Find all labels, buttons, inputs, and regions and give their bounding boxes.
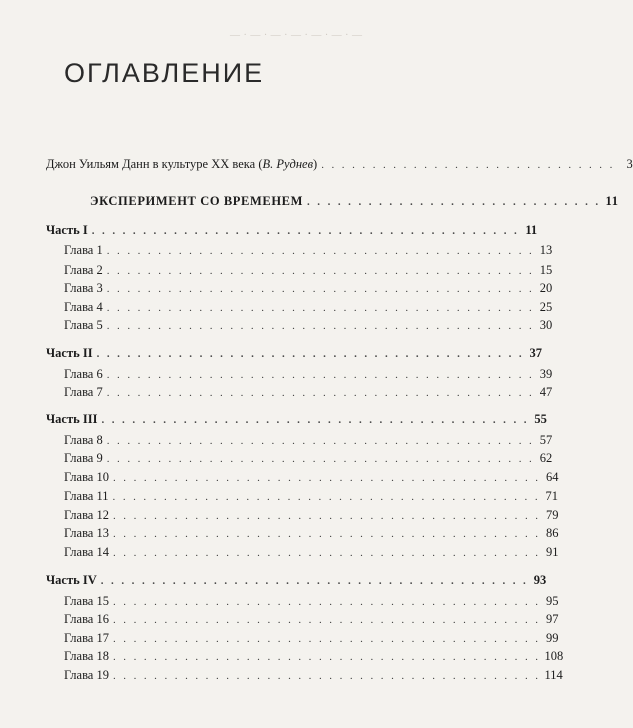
toc-entry-label: Глава 8 (64, 433, 103, 447)
dot-leader: . . . . . . . . . . . . . . . . . . . . . . . . . . . . . . . . . . . . . . . . . . (112, 614, 541, 626)
dot-leader: . . . . . . . . . . . . . . . . . . . . . . . . . . . . . . . . . . . . . . . . . . (112, 491, 540, 503)
toc-entry-label: Часть III (46, 412, 98, 426)
dot-leader: . . . . . . . . . . . . . . . . . . . . . . . . . . . . . . . . . . . . . . . . . . (112, 651, 541, 663)
dot-leader: . . . . . . . . . . . . . . . . . . . . . . . . . . . . . . . . . . . . . . . . . . (106, 387, 535, 399)
toc-page-number: 97 (545, 612, 559, 626)
toc-page-number: 37 (529, 346, 543, 360)
toc-chapter-entry (64, 667, 563, 683)
toc-page-number: 79 (545, 508, 559, 522)
toc-entry-label: Глава 15 (64, 594, 109, 608)
dot-leader: . . . . . . . . . . . . . . . . . . . . . . . . . . . . . . . . . . . . . . . . . . (106, 435, 535, 447)
toc-page-number: 57 (539, 433, 553, 447)
toc-entry-label: Часть II (46, 346, 93, 360)
toc-entry-label: Глава 11 (64, 489, 109, 503)
toc-entry-label: Глава 14 (64, 545, 109, 559)
toc-entry-label: Глава 16 (64, 612, 109, 626)
toc-chapter-entry (64, 262, 553, 278)
toc-page-number: 15 (539, 263, 553, 277)
toc-chapter-entry (64, 280, 553, 296)
dot-leader: . . . . . . . . . . . . . . . . . . . . . . . . . . . . . . . . . . . . . . . . . . (106, 283, 535, 295)
toc-chapter-entry (64, 593, 559, 609)
dot-leader: . . . . . . . . . . . . . . . . . . . . . . . . . . . . . . . . . . . . . . . . . . (112, 633, 541, 645)
dot-leader: . . . . . . . . . . . . . . . . . . . . . . . . . . . . . . . . . . . . . . . . . . (106, 369, 535, 381)
toc-part-entry (46, 572, 547, 588)
toc-part-entry (46, 345, 543, 361)
dot-leader: . . . . . . . . . . . . . . . . . . . . . . . . . . . . . (306, 196, 601, 208)
toc-page-number: 30 (539, 318, 553, 332)
dot-leader: . . . . . . . . . . . . . . . . . . . . . . . . . . . . . . . . . . . . . . . . . . (112, 547, 541, 559)
toc-chapter-entry (64, 432, 553, 448)
toc-chapter-entry (64, 507, 559, 523)
toc-entry-label: Глава 13 (64, 526, 109, 540)
toc-entry-label: Глава 9 (64, 451, 103, 465)
toc-entry-label: Часть I (46, 223, 88, 237)
dot-leader: . . . . . . . . . . . . . . . . . . . . . . . . . . . . . . . . . . . . . . . . . . (112, 596, 541, 608)
toc-chapter-entry (64, 469, 559, 485)
toc-entry-label: Глава 1 (64, 243, 103, 257)
toc-page-number: 91 (545, 545, 559, 559)
toc-page-number: 47 (539, 385, 553, 399)
toc-page-number: 20 (539, 281, 553, 295)
toc-part-entry (46, 222, 538, 238)
toc-page-number: 11 (605, 194, 619, 208)
dot-leader: . . . . . . . . . . . . . . . . . . . . . . . . . . . . . . . . . . . . . . . . . . (100, 575, 529, 587)
toc-page-number: 13 (539, 243, 553, 257)
toc-entry-label: Глава 17 (64, 631, 109, 645)
toc-chapter-entry (64, 611, 559, 627)
toc-entry-label: Глава 3 (64, 281, 103, 295)
toc-entry-label: Глава 4 (64, 300, 103, 314)
toc-page-number: 93 (533, 573, 547, 587)
dot-leader: . . . . . . . . . . . . . . . . . . . . . . . . . . . . . . . . . . . . . . . . . . (106, 245, 535, 257)
dot-leader: . . . . . . . . . . . . . . . . . . . . . . . . . . . . . . . . . . . . . . . . . . (106, 265, 535, 277)
bleed-through-running-header: — · — · — · — · — · — · — (230, 30, 363, 41)
toc-chapter-entry (64, 630, 559, 646)
toc-chapter-entry (64, 299, 553, 315)
toc-entry-label: Глава 19 (64, 668, 109, 682)
toc-page-number: 11 (525, 223, 538, 237)
toc-page-number: 71 (545, 489, 558, 503)
toc-chapter-entry (64, 366, 553, 382)
toc-entry-label: Глава 10 (64, 470, 109, 484)
toc-page-number: 114 (544, 668, 563, 682)
toc-entry-label: ЭКСПЕРИМЕНТ СО ВРЕМЕНЕМ (90, 194, 303, 208)
dot-leader: . . . . . . . . . . . . . . . . . . . . . . . . . . . . . . . . . . . . . . . . . . (112, 510, 541, 522)
dot-leader: . . . . . . . . . . . . . . . . . . . . . . . . . . . . . . . . . . . . . . . . . . (112, 472, 541, 484)
toc-entry-label: Глава 6 (64, 367, 103, 381)
toc-chapter-entry (64, 242, 553, 258)
dot-leader: . . . . . . . . . . . . . . . . . . . . . . . . . . . . . . . . . . . . . . . . . . (91, 225, 520, 237)
toc-entry-label: Глава 7 (64, 385, 103, 399)
toc-part-entry (46, 411, 547, 427)
dot-leader: . . . . . . . . . . . . . . . . . . . . . . . . . . . . . . . . . . . . . . . . . . (112, 528, 541, 540)
dot-leader: . . . . . . . . . . . . . . . . . . . . . . . . . . . . . . . . . . . . . . . . . . (112, 670, 541, 682)
dot-leader: . . . . . . . . . . . . . . . . . . . . . . . . . . . . . (321, 159, 615, 171)
page-title: ОГЛАВЛЕНИЕ (64, 58, 265, 88)
dot-leader: . . . . . . . . . . . . . . . . . . . . . . . . . . . . . . . . . . . . . . . . . . (101, 414, 529, 426)
toc-page-number: 108 (544, 649, 564, 663)
toc-entry-label: Часть IV (46, 573, 97, 587)
toc-page-number: 62 (539, 451, 553, 465)
toc-chapter-entry (64, 450, 553, 466)
toc-page-number: 25 (539, 300, 553, 314)
toc-entry-label: Глава 5 (64, 318, 103, 332)
toc-entry-intro (46, 156, 633, 172)
toc-chapter-entry (64, 317, 553, 333)
dot-leader: . . . . . . . . . . . . . . . . . . . . . . . . . . . . . . . . . . . . . . . . . . (106, 320, 535, 332)
toc-page-number: 64 (545, 470, 559, 484)
dot-leader: . . . . . . . . . . . . . . . . . . . . . . . . . . . . . . . . . . . . . . . . . . (96, 348, 525, 360)
toc-page-number: 86 (545, 526, 559, 540)
toc-page-number: 55 (534, 412, 547, 426)
toc-entry-label: Джон Уильям Данн в культуре XX века (В. Руднев) (46, 157, 318, 171)
toc-entry-label: Глава 2 (64, 263, 103, 277)
toc-chapter-entry (64, 525, 559, 541)
toc-chapter-entry (64, 488, 558, 504)
toc-section-heading (90, 193, 619, 209)
toc-chapter-entry (64, 544, 559, 560)
toc-page-number: 95 (545, 594, 559, 608)
toc-entry-label: Глава 18 (64, 649, 109, 663)
toc-page-number: 3 (626, 157, 633, 171)
toc-chapter-entry (64, 648, 564, 664)
toc-chapter-entry (64, 384, 553, 400)
dot-leader: . . . . . . . . . . . . . . . . . . . . . . . . . . . . . . . . . . . . . . . . . . (106, 302, 535, 314)
toc-page-number: 99 (545, 631, 559, 645)
toc-entry-label: Глава 12 (64, 508, 109, 522)
dot-leader: . . . . . . . . . . . . . . . . . . . . . . . . . . . . . . . . . . . . . . . . . . (106, 453, 535, 465)
toc-page-number: 39 (539, 367, 553, 381)
